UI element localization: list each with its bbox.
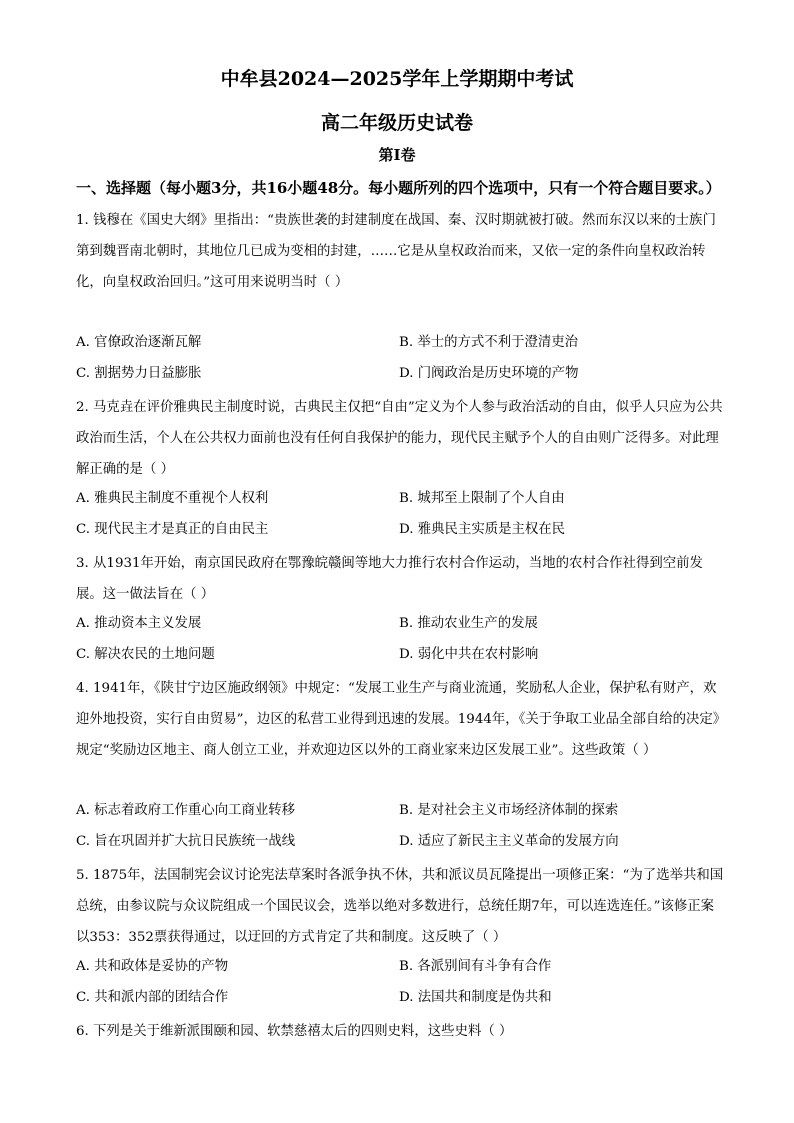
question-4-stem: 4. 1941年，《陕甘宁边区施政纲领》中规定：“发展工业生产与商业流通，奖励私人企业，保护私有财产，欢迎外地投资，实行自由贸易”，边区的私营工业得到迅速的发展。1944年，《关于争取工业品全部自给的决定》规定“奖励边区地主、商人创立工业，并欢迎边区以外的工商业家来边区发展工业”。这些政策（ ） [76, 681, 720, 758]
question-1-option-d: D. 门阀政治是历史环境的产物 [399, 366, 579, 381]
question-3-option-c: C. 解决农民的土地问题 [76, 647, 215, 662]
question-5-stem: 5. 1875年，法国制宪会议讨论宪法草案时各派争执不休，共和派议员瓦隆提出一项修正案：“为了选举共和国总统，由参议院与众议院组成一个国民议会，选举以绝对多数进行，总统任期7年，可以连选连任。”该修正案以353：352票获得通过，以迂回的方式肯定了共和制度。这反映了（ ） [76, 868, 724, 945]
question-3-option-b: B. 推动农业生产的发展 [399, 616, 538, 631]
question-3-stem: 3. 从1931年开始，南京国民政府在鄂豫皖赣闽等地大力推行农村合作运动，当地的农村合作社得到空前发展。这一做法旨在（ ） [76, 556, 703, 602]
volume-label: 第Ⅰ卷 [378, 146, 416, 164]
exam-subtitle: 高二年级历史试卷 [320, 112, 473, 134]
question-2-option-c: C. 现代民主才是真正的自由民主 [76, 522, 269, 537]
question-4-option-a: A. 标志着政府工作重心向工商业转移 [76, 803, 296, 818]
question-5-option-c: C. 共和派内部的团结合作 [76, 990, 229, 1005]
question-1-stem: 1. 钱穆在《国史大纲》里指出：“贵族世袭的封建制度在战国、秦、汉时期就被打破。然而东汉以来的士族门第到魏晋南北朝时，其地位几已成为变相的封建，……它是从皇权政治而来，又依一定的条件向皇权政治转化，向皇权政治回归。”这可用来说明当时（ ） [76, 213, 716, 290]
question-6-stem: 6. 下列是关于维新派围颐和园、软禁慈禧太后的四则史料，这些史料（ ） [76, 1024, 513, 1039]
question-4-option-c: C. 旨在巩固并扩大抗日民族统一战线 [76, 834, 296, 849]
question-1-option-c: C. 割据势力日益膨胀 [76, 366, 202, 381]
question-1-option-a: A. 官僚政治逐渐瓦解 [76, 335, 202, 350]
question-5-option-d: D. 法国共和制度是伪共和 [399, 990, 552, 1005]
question-2-option-d: D. 雅典民主实质是主权在民 [399, 522, 566, 537]
question-3-option-d: D. 弱化中共在农村影响 [399, 647, 539, 662]
question-2-option-b: B. 城邦至上限制了个人自由 [399, 491, 565, 506]
question-2-stem: 2. 马克垚在评价雅典民主制度时说，古典民主仅把“自由”定义为个人参与政治活动的自由，似乎人只应为公共政治而生活，个人在公共权力面前也没有任何自我保护的能力，现代民主赋予个人的自由则广泛得多。对此理解正确的是（ ） [76, 400, 723, 477]
question-3-option-a: A. 推动资本主义发展 [76, 616, 202, 631]
section-heading: 一、选择题（每小题3分，共16小题48分。每小题所列的四个选项中，只有一个符合题目要求。） [76, 179, 721, 197]
question-5-option-b: B. 各派别间有斗争有合作 [399, 959, 552, 974]
question-2-option-a: A. 雅典民主制度不重视个人权利 [76, 491, 269, 506]
question-4-option-b: B. 是对社会主义市场经济体制的探索 [399, 803, 619, 818]
question-4-option-d: D. 适应了新民主主义革命的发展方向 [399, 834, 619, 849]
question-5-option-a: A. 共和政体是妥协的产物 [76, 959, 229, 974]
exam-title: 中牟县2024—2025学年上学期期中考试 [220, 68, 574, 90]
question-1-option-b: B. 举士的方式不利于澄清吏治 [399, 335, 579, 350]
